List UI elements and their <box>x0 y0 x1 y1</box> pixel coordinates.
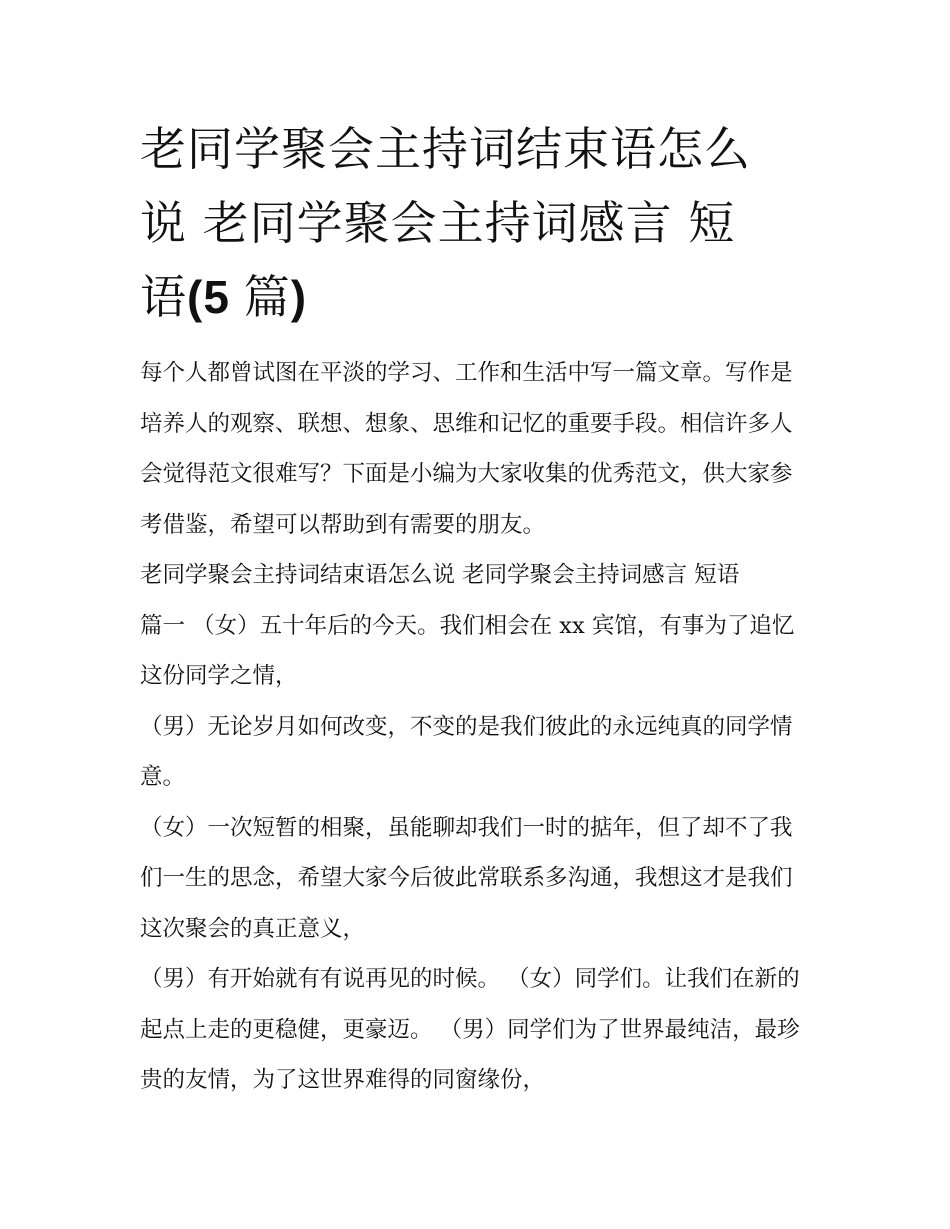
title-line-3-number: (5 <box>187 271 244 323</box>
body-paragraph-2: （男）无论岁月如何改变，不变的是我们彼此的永远纯真的同学情意。 <box>140 713 793 790</box>
title-line-3-pian: 篇 <box>243 270 291 324</box>
body-paragraph-4: （男）有开始就有有说再见的时候。 （女）同学们。让我们在新的起点上走的更稳健，更豪迈。 （男）同学们为了世界最纯洁，最珍贵的友情，为了这世界难得的同窗缘份， <box>140 966 800 1093</box>
intro-paragraph: 每个人都曾试图在平淡的学习、工作和生活中写一篇文章。写作是培养人的观察、联想、想象、思维和记忆的重要手段。相信许多人会觉得范文很难写？下面是小编为大家收集的优秀范文，供大家参考借鉴，希望可以帮助到有需要的朋友。 <box>140 360 793 538</box>
title-line-3-close: ) <box>290 271 308 323</box>
body-paragraph-3: （女）一次短暂的相聚，虽能聊却我们一时的掂年，但了却不了我们一生的思念，希望大家今后彼此常联系多沟通，我想这才是我们这次聚会的真正意义， <box>140 814 793 942</box>
document-body <box>140 112 812 1106</box>
body-paragraph-1: 篇一 （女）五十年后的今天。我们相会在 xx 宾馆，有事为了追忆这份同学之情， <box>140 612 795 689</box>
document-title <box>140 112 812 334</box>
title-line-1: 老同学聚会主持词结束语怎么 <box>140 122 751 176</box>
section-heading: 老同学聚会主持词结束语怎么说 老同学聚会主持词感言 短语 <box>140 562 740 588</box>
title-line-3-prefix: 语 <box>140 270 187 324</box>
title-line-2: 说 老同学聚会主持词感言 短 <box>140 196 736 250</box>
